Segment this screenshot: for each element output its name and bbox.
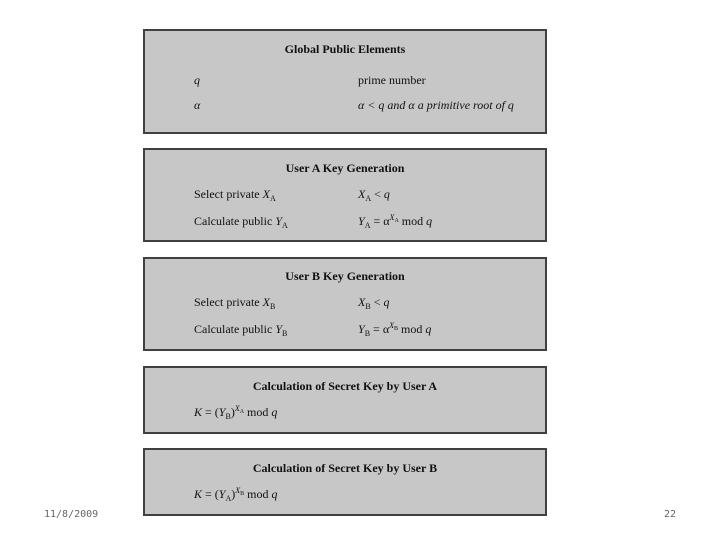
secret-key-user-b-box: [143, 448, 547, 516]
q-description: prime number: [358, 73, 426, 87]
user-b-key-generation-title: User B Key Generation: [285, 269, 405, 283]
global-public-elements-title: Global Public Elements: [284, 42, 406, 56]
user-a-calculate-public-label: Calculate public $Y_A$: [194, 214, 288, 230]
user-b-calculate-public-value: $Y_B = \alpha^{X_B}$ mod q: [358, 321, 432, 338]
footer-date: 11/8/2009: [44, 509, 99, 520]
global-public-elements-box: [143, 29, 547, 134]
user-a-select-private-value: $X_A < q$: [358, 187, 390, 203]
user-a-key-generation-box: [143, 148, 547, 242]
secret-key-user-b-title: Calculation of Secret Key by User B: [252, 461, 438, 475]
user-a-select-private-label: Select private $X_A$: [194, 187, 276, 203]
secret-key-user-b-formula: $K = (Y_A)^{X_B}$ mod q: [194, 486, 278, 503]
alpha-description: α < q and α a primitive root of q: [358, 98, 514, 112]
user-a-calculate-public-value: $Y_A = \alpha^{X_A}$ mod q: [358, 213, 433, 230]
secret-key-user-a-title: Calculation of Secret Key by User A: [252, 379, 438, 393]
alpha-symbol: α: [194, 98, 201, 112]
user-b-select-private-label: Select private $X_B$: [194, 295, 276, 311]
secret-key-user-a-formula: $K = (Y_B)^{X_A}$ mod q: [194, 404, 278, 421]
user-b-key-generation-box: [143, 257, 547, 351]
q-symbol: q: [194, 73, 200, 87]
user-a-key-generation-title: User A Key Generation: [285, 161, 405, 175]
user-b-select-private-value: $X_B < q$: [358, 295, 390, 311]
footer-page-number: 22: [664, 509, 677, 520]
user-b-calculate-public-label: Calculate public $Y_B$: [194, 322, 288, 338]
secret-key-user-a-box: [143, 366, 547, 434]
